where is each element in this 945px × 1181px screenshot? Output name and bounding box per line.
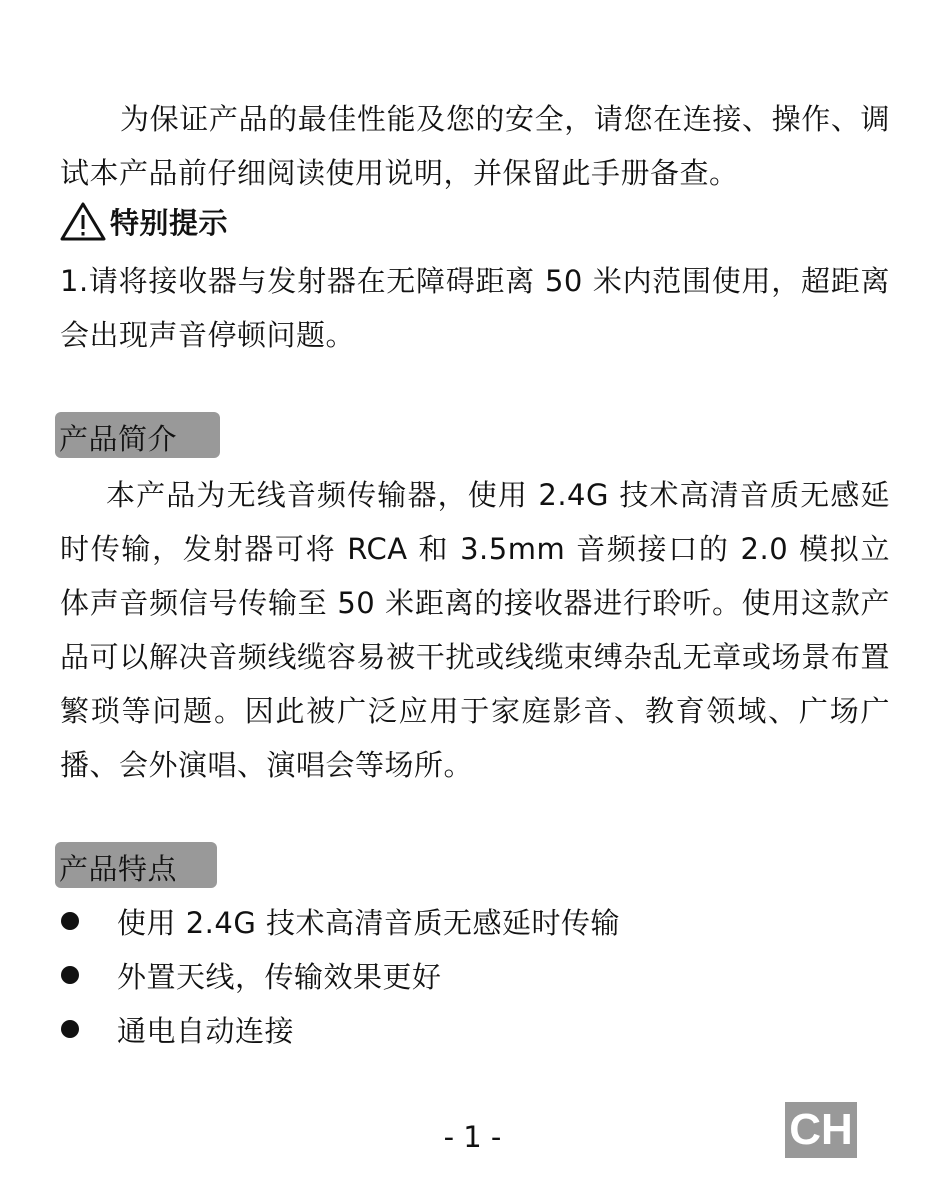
feature-list-item	[60, 894, 620, 948]
bullet-icon	[61, 912, 79, 930]
feature-text: 通电自动连接	[117, 1013, 295, 1048]
language-badge: CH	[785, 1102, 857, 1158]
feature-list-item	[60, 948, 442, 1002]
warning-triangle-icon	[60, 201, 106, 241]
feature-text: 外置天线，传输效果更好	[117, 959, 442, 994]
product-intro-paragraph: 本产品为无线音频传输器，使用 2.4G 技术高清音质无感延时传输，发射器可将 RCA 和 3.5mm 音频接口的 2.0 模拟立体声音频信号传输至 50 米距离的接收器进行聆听。使用这款产品可以解决音频线缆容易被干扰或线缆束缚杂乱无章或场景布置繁琐等问题。因此被广泛应用于家庭影音、教育领域、广场广播、会外演唱、演唱会等场所。	[60, 478, 890, 782]
intro-paragraph: 为保证产品的最佳性能及您的安全，请您在连接、操作、调试本产品前仔细阅读使用说明，并保留此手册备查。	[60, 102, 890, 190]
warning-title: 特别提示	[110, 205, 229, 240]
product-features-heading: 产品特点	[55, 842, 217, 888]
bullet-icon	[61, 1020, 79, 1038]
warning-heading	[60, 198, 228, 244]
page-number: - 1 -	[443, 1120, 502, 1154]
feature-list-item	[60, 1002, 294, 1056]
warning-item: 1.请将接收器与发射器在无障碍距离 50 米内范围使用，超距离会出现声音停顿问题。	[60, 264, 890, 352]
feature-text: 使用 2.4G 技术高清音质无感延时传输	[117, 905, 621, 940]
bullet-icon	[61, 966, 79, 984]
product-intro-heading: 产品简介	[55, 412, 220, 458]
